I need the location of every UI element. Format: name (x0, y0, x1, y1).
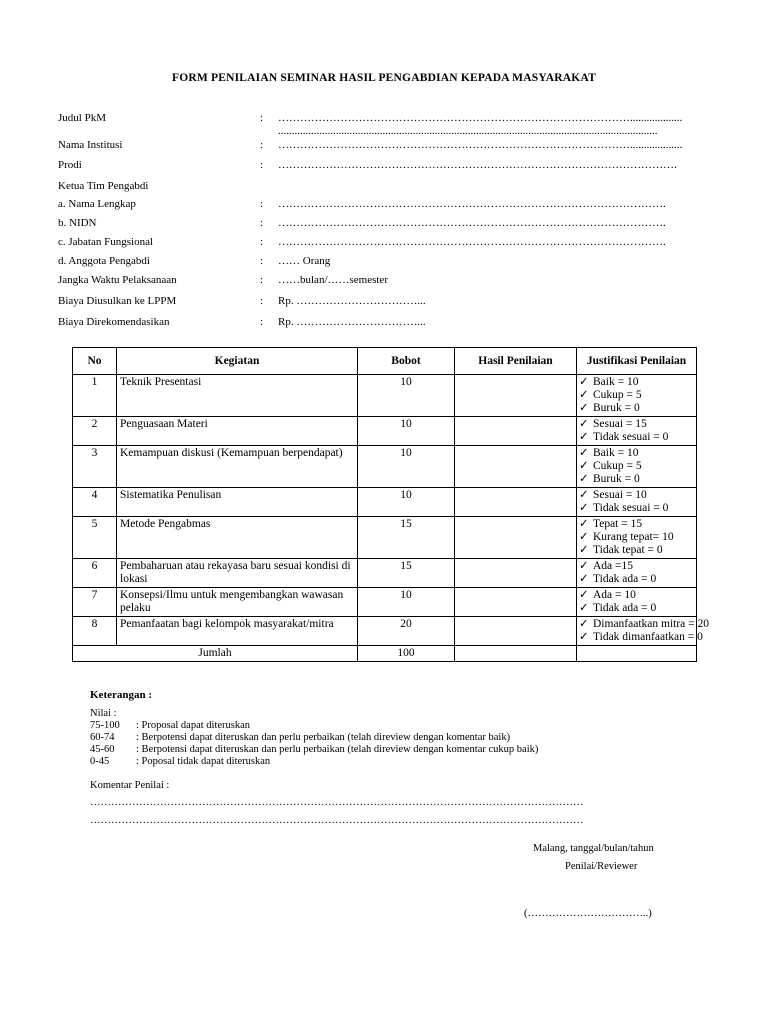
keterangan-desc: : Proposal dapat diteruskan (136, 720, 251, 731)
field-prodi (58, 159, 718, 175)
checkmark-icon: ✓ (579, 389, 589, 401)
row-no: 4 (73, 488, 117, 517)
form-title: FORM PENILAIAN SEMINAR HASIL PENGABDIAN KEPADA MASYARAKAT (172, 72, 596, 84)
justifikasi-text: Tidak tepat = 0 (593, 544, 663, 556)
field-value: ……………………………………………………………………………………………. (278, 198, 666, 210)
field-judul (58, 112, 718, 137)
row-no: 5 (73, 517, 117, 559)
justifikasi-item (579, 447, 693, 460)
field-colon: : (260, 255, 264, 267)
table-row (73, 375, 697, 417)
field-value: ……………………………………………………………………………………………. (278, 217, 666, 229)
field-label: Ketua Tim Pengabdi (58, 180, 149, 192)
row-hasil-penilaian[interactable] (455, 375, 577, 417)
field-institusi (58, 139, 718, 155)
keterangan-item (90, 756, 271, 768)
row-bobot: 10 (358, 417, 455, 446)
field-label: Judul PkM (58, 112, 106, 124)
total-justifikasi-cell (577, 646, 697, 662)
row-hasil-penilaian[interactable] (455, 588, 577, 617)
row-hasil-penilaian[interactable] (455, 488, 577, 517)
keterangan-item (90, 732, 511, 744)
justifikasi-item (579, 402, 693, 415)
field-jangka-waktu (58, 274, 718, 290)
justifikasi-item (579, 473, 693, 486)
row-kegiatan: Metode Pengabmas (117, 517, 358, 559)
row-bobot: 10 (358, 375, 455, 417)
keterangan-list (90, 708, 539, 768)
field-colon: : (260, 295, 264, 307)
row-no: 6 (73, 559, 117, 588)
row-justifikasi (577, 417, 697, 446)
row-justifikasi (577, 375, 697, 417)
row-hasil-penilaian[interactable] (455, 417, 577, 446)
field-value: ……………………………………………………………………………………................... (278, 139, 683, 151)
field-label: Biaya Direkomendasikan (58, 316, 170, 328)
field-label: a. Nama Lengkap (58, 198, 136, 210)
keterangan-item (90, 720, 251, 732)
row-kegiatan: Teknik Presentasi (117, 375, 358, 417)
row-bobot: 15 (358, 559, 455, 588)
justifikasi-text: Tidak ada = 0 (593, 573, 657, 585)
field-value-line2: .......................................................................................................................................... (278, 125, 658, 137)
justifikasi-text: Tepat = 15 (593, 518, 643, 530)
field-colon: : (260, 112, 264, 124)
field-value: ……………………………………………………………………………………................... (278, 112, 683, 124)
justifikasi-text: Tidak ada = 0 (593, 602, 657, 614)
total-value: 100 (358, 646, 455, 662)
table-row (73, 617, 697, 646)
header-justifikasi: Justifikasi Penilaian (577, 348, 697, 375)
table-header-row (73, 348, 697, 375)
field-ketua (58, 180, 718, 196)
row-justifikasi (577, 588, 697, 617)
justifikasi-text: Baik = 10 (593, 447, 639, 459)
row-no: 2 (73, 417, 117, 446)
field-label: Nama Institusi (58, 139, 123, 151)
table-row (73, 559, 697, 588)
field-label: Biaya Diusulkan ke LPPM (58, 295, 177, 307)
field-label: c. Jabatan Fungsional (58, 236, 154, 248)
komentar-line-1[interactable]: …………………………………………………………………………………………………………………………… (90, 797, 584, 808)
justifikasi-text: Tidak dimanfaatkan = 0 (593, 631, 703, 643)
table-row (73, 588, 697, 617)
justifikasi-text: Cukup = 5 (593, 460, 642, 472)
checkmark-icon: ✓ (579, 618, 589, 630)
justifikasi-item (579, 560, 693, 573)
keterangan-range: 75-100 (90, 720, 120, 731)
field-value: Rp. ……………………………... (278, 295, 426, 307)
field-label: d. Anggota Pengabdi (58, 255, 150, 267)
table-row (73, 488, 697, 517)
field-biaya-diusulkan (58, 295, 718, 311)
field-colon: : (260, 274, 264, 286)
field-label: Jangka Waktu Pelaksanaan (58, 274, 177, 286)
total-hasil-cell[interactable] (455, 646, 577, 662)
row-no: 3 (73, 446, 117, 488)
row-hasil-penilaian[interactable] (455, 446, 577, 488)
signature-place-date: Malang, tanggal/bulan/tahun (533, 843, 654, 854)
justifikasi-text: Buruk = 0 (593, 402, 640, 414)
justifikasi-text: Kurang tepat= 10 (593, 531, 674, 543)
keterangan-range: 0-45 (90, 756, 110, 767)
justifikasi-item (579, 502, 693, 515)
row-bobot: 10 (358, 446, 455, 488)
justifikasi-text: Cukup = 5 (593, 389, 642, 401)
row-bobot: 15 (358, 517, 455, 559)
checkmark-icon: ✓ (579, 544, 589, 556)
checkmark-icon: ✓ (579, 447, 589, 459)
nilai-label: Nilai : (90, 708, 117, 719)
table-row (73, 446, 697, 488)
field-value: ……bulan/……semester (278, 274, 388, 286)
checkmark-icon: ✓ (579, 589, 589, 601)
checkmark-icon: ✓ (579, 573, 589, 585)
field-label: Prodi (58, 159, 82, 171)
justifikasi-text: Sesuai = 10 (593, 489, 647, 501)
komentar-line-2[interactable]: …………………………………………………………………………………………………………………………… (90, 815, 584, 826)
checkmark-icon: ✓ (579, 489, 589, 501)
header-bobot: Bobot (358, 348, 455, 375)
row-kegiatan: Pembaharuan atau rekayasa baru sesuai kondisi di lokasi (117, 559, 358, 588)
justifikasi-item (579, 460, 693, 473)
field-value: …… Orang (278, 255, 331, 267)
justifikasi-item (579, 602, 693, 615)
keterangan-title: Keterangan : (90, 689, 153, 701)
row-no: 1 (73, 375, 117, 417)
row-no: 8 (73, 617, 117, 646)
field-value: ………………………………………………………………………………………………. (278, 159, 677, 171)
field-biaya-direkomendasikan (58, 316, 718, 332)
field-colon: : (260, 139, 264, 151)
row-kegiatan: Kemampuan diskusi (Kemampuan berpendapat) (117, 446, 358, 488)
keterangan-item (90, 744, 539, 756)
komentar-label: Komentar Penilai : (90, 780, 170, 791)
field-nidn (58, 217, 718, 233)
justifikasi-item (579, 431, 693, 444)
signature-role: Penilai/Reviewer (565, 861, 638, 872)
justifikasi-item (579, 418, 693, 431)
row-justifikasi (577, 517, 697, 559)
keterangan-desc: : Berpotensi dapat diteruskan dan perlu perbaikan (telah direview dengan komentar baik) (136, 732, 511, 743)
checkmark-icon: ✓ (579, 518, 589, 530)
checkmark-icon: ✓ (579, 460, 589, 472)
row-hasil-penilaian[interactable] (455, 559, 577, 588)
header-hasil-penilaian: Hasil Penilaian (455, 348, 577, 375)
justifikasi-item (579, 376, 693, 389)
checkmark-icon: ✓ (579, 502, 589, 514)
field-colon: : (260, 159, 264, 171)
keterangan-desc: : Berpotensi dapat diteruskan dan perlu perbaikan (telah direview dengan komentar cukup baik) (136, 744, 539, 755)
row-kegiatan: Sistematika Penulisan (117, 488, 358, 517)
checkmark-icon: ✓ (579, 473, 589, 485)
checkmark-icon: ✓ (579, 402, 589, 414)
row-justifikasi (577, 617, 710, 646)
keterangan-range: 60-74 (90, 732, 115, 743)
signature-name[interactable]: (……………………………..) (524, 908, 652, 919)
field-value: ……………………………………………………………………………………………. (278, 236, 666, 248)
row-bobot: 20 (358, 617, 455, 646)
keterangan-desc: : Poposal tidak dapat diteruskan (136, 756, 271, 767)
row-hasil-penilaian[interactable] (455, 517, 577, 559)
justifikasi-text: Buruk = 0 (593, 473, 640, 485)
checkmark-icon: ✓ (579, 602, 589, 614)
checkmark-icon: ✓ (579, 531, 589, 543)
justifikasi-item (579, 589, 693, 602)
row-kegiatan: Konsepsi/Ilmu untuk mengembangkan wawasan pelaku (117, 588, 358, 617)
justifikasi-text: Sesuai = 15 (593, 418, 647, 430)
row-bobot: 10 (358, 588, 455, 617)
table-row (73, 517, 697, 559)
table-total-row (73, 646, 697, 662)
checkmark-icon: ✓ (579, 376, 589, 388)
field-anggota (58, 255, 718, 271)
table-row (73, 417, 697, 446)
keterangan-range: 45-60 (90, 744, 115, 755)
row-bobot: 10 (358, 488, 455, 517)
checkmark-icon: ✓ (579, 418, 589, 430)
justifikasi-text: Ada = 10 (593, 589, 636, 601)
total-label: Jumlah (73, 646, 358, 662)
field-colon: : (260, 198, 264, 210)
justifikasi-item (579, 618, 710, 631)
field-value: Rp. ……………………………... (278, 316, 426, 328)
field-colon: : (260, 316, 264, 328)
field-nama (58, 198, 718, 214)
justifikasi-item (579, 489, 693, 502)
row-kegiatan: Penguasaan Materi (117, 417, 358, 446)
row-hasil-penilaian[interactable] (455, 617, 577, 646)
field-colon: : (260, 217, 264, 229)
field-colon: : (260, 236, 264, 248)
justifikasi-text: Tidak sesuai = 0 (593, 502, 669, 514)
justifikasi-item (579, 631, 703, 644)
assessment-table (72, 347, 710, 662)
row-justifikasi (577, 488, 697, 517)
field-jabatan (58, 236, 718, 252)
field-label: b. NIDN (58, 217, 97, 229)
justifikasi-text: Ada =15 (593, 560, 634, 572)
checkmark-icon: ✓ (579, 431, 589, 443)
justifikasi-text: Baik = 10 (593, 376, 639, 388)
header-no: No (73, 348, 117, 375)
justifikasi-item (579, 573, 693, 586)
row-justifikasi (577, 559, 697, 588)
justifikasi-text: Dimanfaatkan mitra = 20 (593, 618, 710, 630)
header-kegiatan: Kegiatan (117, 348, 358, 375)
justifikasi-text: Tidak sesuai = 0 (593, 431, 669, 443)
justifikasi-item (579, 518, 693, 531)
checkmark-icon: ✓ (579, 560, 589, 572)
row-kegiatan: Pemanfaatan bagi kelompok masyarakat/mitra (117, 617, 358, 646)
justifikasi-item (579, 531, 693, 544)
justifikasi-item (579, 389, 693, 402)
justifikasi-item (579, 544, 693, 557)
checkmark-icon: ✓ (579, 631, 589, 643)
row-justifikasi (577, 446, 697, 488)
row-no: 7 (73, 588, 117, 617)
